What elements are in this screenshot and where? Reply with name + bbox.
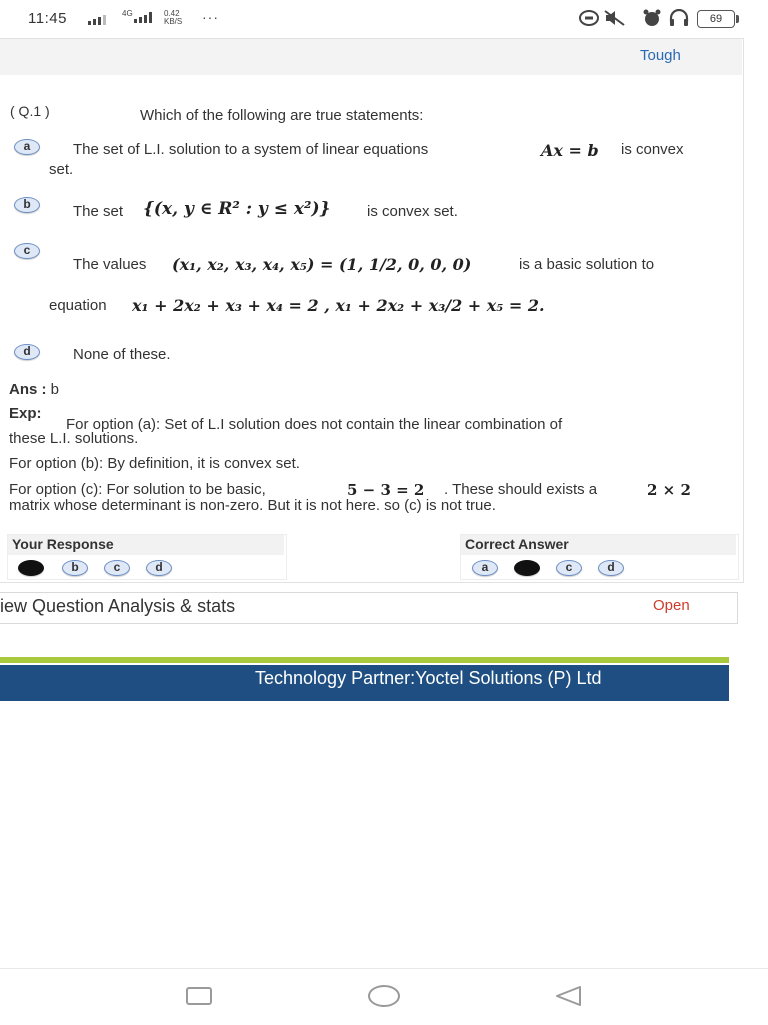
mute-icon xyxy=(602,9,628,27)
option-a-text: The set of L.I. solution to a system of linear equations xyxy=(73,141,429,158)
option-b-button[interactable]: b xyxy=(14,197,40,213)
answer-row xyxy=(9,381,59,398)
your-response-option-b: b xyxy=(62,560,88,576)
analysis-label: iew Question Analysis & stats xyxy=(0,596,236,616)
recent-apps-icon[interactable] xyxy=(185,986,213,1006)
explanation-a-line2: these L.I. solutions. xyxy=(9,430,139,447)
speed-unit: KB/S xyxy=(164,17,183,26)
explanation-c-line1: For option (c): For solution to be basic, xyxy=(9,481,266,498)
status-dots: ··· xyxy=(202,9,219,25)
difficulty-label: Tough xyxy=(640,47,681,64)
alarm-icon xyxy=(642,9,662,27)
correct-answer-option-a: a xyxy=(472,560,498,576)
explanation-c-math2: 2 × 2 xyxy=(647,481,691,499)
battery-indicator: 69 xyxy=(697,10,735,28)
option-c-math: (x₁, x₂, x₃, x₄, x₅) = (1, 1/2, 0, 0, 0) xyxy=(172,255,472,274)
signal-icon xyxy=(88,13,114,25)
your-response-option-a: a xyxy=(18,560,44,576)
status-time: 11:45 xyxy=(28,10,67,27)
option-b-text-after: is convex set. xyxy=(367,203,458,220)
answer-label: Ans : xyxy=(9,381,47,398)
option-b-text: The set xyxy=(73,203,124,220)
option-a-button[interactable]: a xyxy=(14,139,40,155)
option-a-text-after: is convex xyxy=(621,141,684,158)
open-analysis-link[interactable]: Open xyxy=(653,597,690,614)
correct-answer-option-c: c xyxy=(556,560,582,576)
question-text: Which of the following are true statements: xyxy=(140,107,424,124)
option-c-line2-text: equation xyxy=(49,297,107,314)
correct-answer-label: Correct Answer xyxy=(465,536,569,552)
explanation-a-line1: For option (a): Set of L.I solution does not contain the linear combination of xyxy=(66,416,563,433)
option-d-text: None of these. xyxy=(73,346,171,363)
back-icon[interactable] xyxy=(553,984,583,1008)
question-number: ( Q.1 ) xyxy=(10,103,50,119)
correct-answer-option-d: d xyxy=(598,560,624,576)
footer-text: Technology Partner:Yoctel Solutions (P) Ltd xyxy=(255,668,602,688)
headphones-icon xyxy=(668,9,690,27)
option-b-math: {(x, y ∈ R² : y ≤ x²)} xyxy=(143,199,331,219)
option-c-text-after: is a basic solution to xyxy=(519,256,655,273)
data-saver-icon xyxy=(578,9,600,27)
explanation-b: For option (b): By definition, it is convex set. xyxy=(9,455,300,472)
your-response-option-c: c xyxy=(104,560,130,576)
home-icon[interactable] xyxy=(367,983,401,1009)
footer-accent-bar xyxy=(0,657,729,663)
your-response-header xyxy=(8,535,284,555)
correct-answer-option-b: b xyxy=(514,560,540,576)
explanation-c-math1: 5 − 3 = 2 xyxy=(347,481,425,499)
option-c-text: The values xyxy=(73,256,147,273)
your-response-label: Your Response xyxy=(12,536,114,552)
signal-icon-2 xyxy=(134,12,154,23)
answer-value: b xyxy=(50,381,60,398)
explanation-c-line2: matrix whose determinant is non-zero. But it is not here. so (c) is not true. xyxy=(9,497,496,514)
option-c-line2-math: x₁ + 2x₂ + x₃ + x₄ = 2 , x₁ + 2x₂ + x₃/2 + x₅ = 2. xyxy=(132,296,545,315)
option-d-button[interactable]: d xyxy=(14,344,40,360)
explanation-c-mid: . These should exists a xyxy=(444,481,598,498)
question-header xyxy=(0,39,742,75)
network-type: 4G xyxy=(122,9,133,18)
your-response-option-d: d xyxy=(146,560,172,576)
explanation-label: Exp: xyxy=(9,405,42,422)
option-a-math: Ax = b xyxy=(541,141,599,160)
correct-answer-header xyxy=(461,535,736,555)
option-a-continuation: set. xyxy=(49,161,74,178)
speed-value: 0.42 xyxy=(164,9,180,18)
option-c-button[interactable]: c xyxy=(14,243,40,259)
